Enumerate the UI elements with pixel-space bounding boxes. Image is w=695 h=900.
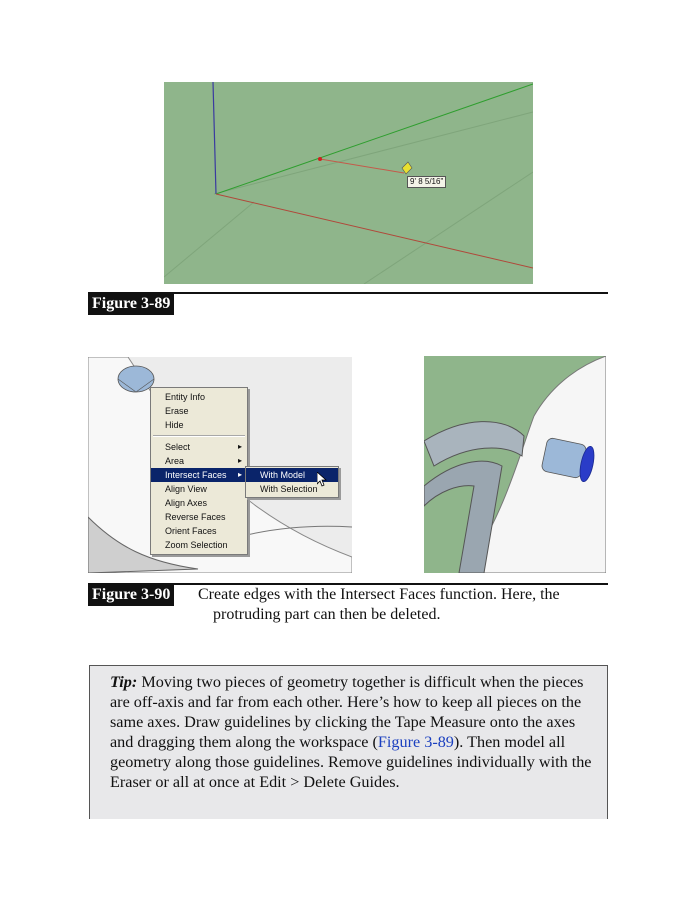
menu-item-align-view[interactable]: Align View [165,484,207,494]
mouse-cursor-icon [317,472,327,488]
menu-item-entity-info[interactable]: Entity Info [165,392,206,402]
tape-measure-icon [402,162,412,174]
menu-item-reverse-faces[interactable]: Reverse Faces [165,512,226,522]
tip-paragraph [110,672,595,792]
context-menu [150,387,248,555]
tip-box [89,665,608,819]
pipe-shape [424,422,524,466]
figure-label: Figure 3-90 [88,584,174,606]
green-axis [216,84,533,194]
tip-text: Moving two pieces of geometry together is difficult when the pieces are off-axis and far from each other. Here’s how to keep all pieces on the same axes. Draw guidelines by clicking the Tape Measure onto the axes and dragging them along the workspace ( [110,673,584,751]
tip-text-end: ). Then model all geometry along those guidelines. Remove guidelines individually with the Eraser or all at once at Edit > Delete Guides. [110,733,592,791]
tape-measure-line [320,159,404,173]
cylinder-shape [118,366,154,392]
start-point [318,157,322,161]
figure-caption-line-1: Create edges with the Intersect Faces function. Here, the [198,586,560,603]
submenu-item-with-model[interactable]: With Model [246,468,338,482]
figure-label: Figure 3-89 [88,293,174,315]
tip-label: Tip: [110,673,138,691]
guide-line [214,112,533,194]
figure-3-90-left [88,357,352,573]
guide-line [164,202,254,277]
guide-line [364,172,533,284]
figure-3-90-right [424,356,606,573]
menu-item-erase[interactable]: Erase [165,406,189,416]
menu-item-area[interactable]: Area ▸ [151,454,247,468]
blue-axis [213,82,216,194]
menu-item-zoom-selection[interactable]: Zoom Selection [165,540,228,550]
red-axis [216,194,533,268]
menu-separator [153,435,245,437]
menu-item-align-axes[interactable]: Align Axes [165,498,208,508]
measurement-readout: 9' 8 5/16" [407,176,446,188]
figure-3-89-viewport [164,82,533,284]
axes-drawing [164,82,533,284]
submenu-item-with-selection[interactable]: With Selection [260,484,318,494]
menu-item-orient-faces[interactable]: Orient Faces [165,526,217,536]
result-scene [424,356,606,573]
figure-caption-line-2: protruding part can then be deleted. [213,606,441,623]
menu-item-hide[interactable]: Hide [165,420,184,430]
menu-item-intersect-faces[interactable]: Intersect Faces ▸ [151,468,247,482]
menu-item-select[interactable]: Select ▸ [151,440,247,454]
figure-link[interactable]: Figure 3-89 [377,733,454,751]
